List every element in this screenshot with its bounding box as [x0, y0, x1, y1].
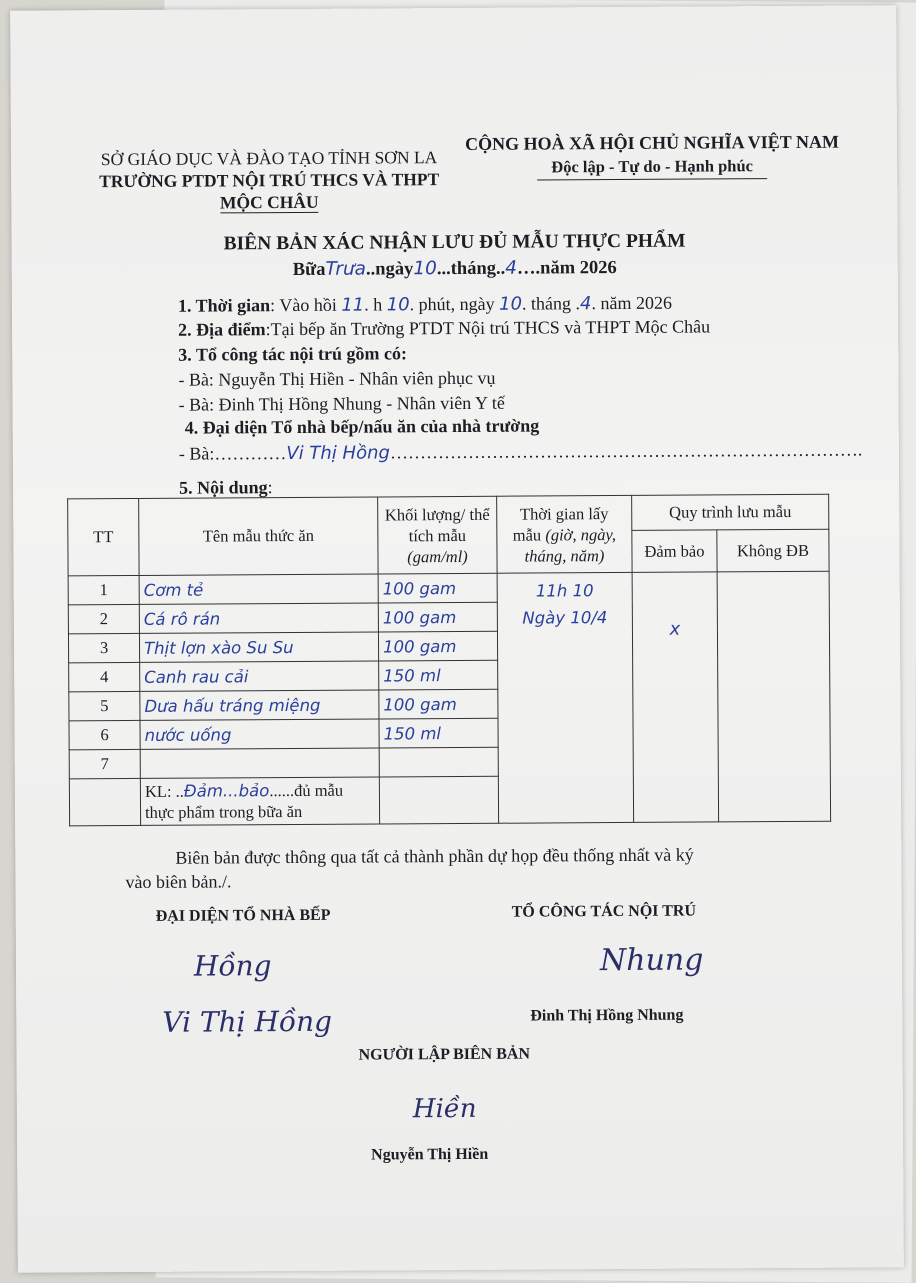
col-name-header: Tên mẫu thức ăn: [139, 497, 378, 575]
col-not-ensured-header: Không ĐB: [717, 530, 829, 572]
table-row: 2 Cá rô rán 100 gam: [68, 600, 829, 634]
table-row: 1 Cơm tẻ 100 gam 11h 10 Ngày 10/4 x: [68, 571, 829, 605]
motto: Độc lập - Tự do - Hạnh phúc: [461, 154, 843, 180]
col-tt-header: TT: [68, 498, 139, 575]
time-line: 1. Thời gian: Vào hồi 11. h 10. phút, ngày 10. tháng .4. năm 2026: [177, 292, 673, 316]
col-weight-header: Khối lượng/ thể tích mẫu (gam/ml): [378, 496, 497, 574]
table-row: 4 Canh rau cải 150 ml: [69, 658, 830, 692]
ensured-mark: x: [669, 618, 681, 640]
school-name-line1: TRƯỜNG PTDT NỘI TRÚ THCS VÀ THPT: [99, 169, 440, 192]
ensured-cell: [632, 572, 719, 823]
col-process-header: Quy trình lưu mẫu: [632, 494, 829, 531]
team-member-2: - Bà: Đinh Thị Hồng Nhung - Nhân viên Y tế: [178, 392, 505, 415]
maker-title: NGƯỜI LẬP BIÊN BẢN: [358, 1045, 531, 1064]
time-value-cell: 11h 10 Ngày 10/4: [497, 572, 634, 823]
department-name: SỞ GIÁO DỤC VÀ ĐÀO TẠO TỈNH SƠN LA: [100, 147, 438, 170]
team-member-1: - Bà: Nguyễn Thị Hiền - Nhân viên phục vụ: [178, 367, 496, 390]
kitchen-signature: Hồng: [193, 949, 272, 983]
team-name: Đinh Thị Hồng Nhung: [530, 1006, 684, 1025]
document-title: BIÊN BẢN XÁC NHẬN LƯU ĐỦ MẪU THỰC PHẨM: [223, 230, 686, 255]
month-value: 4: [505, 257, 518, 279]
kitchen-rep-name: Vi Thị Hồng: [286, 442, 390, 465]
col-ensured-header: Đảm bảo: [632, 530, 717, 572]
team-title: TỔ CÔNG TÁC NỘI TRÚ: [511, 902, 697, 921]
meal-value: Trưa: [325, 258, 367, 280]
kitchen-handwritten-name: Vi Thị Hồng: [162, 1004, 333, 1039]
table-row: 7: [69, 745, 830, 779]
closing-line-2: vào biên bản./.: [125, 871, 232, 893]
sample-table: [67, 494, 831, 827]
team-heading: 3. Tổ công tác nội trú gồm có:: [178, 343, 407, 365]
content-heading: 5. Nội dung:: [179, 477, 273, 498]
meal-line: BữaTrưa..ngày10...tháng..4….năm 2026: [292, 257, 617, 280]
country-name: CỘNG HOÀ XÃ HỘI CHỦ NGHĨA VIỆT NAM: [464, 131, 839, 154]
maker-name: Nguyễn Thị Hiền: [371, 1145, 489, 1164]
header-left: [89, 146, 449, 214]
kitchen-rep-line: - Bà:…………Vi Thị Hồng…………………………………………………………………….: [178, 439, 863, 465]
document-page: [10, 5, 904, 1272]
school-name-line2: MỘC CHÂU: [219, 191, 319, 213]
table-row: 5 Dưa hấu tráng miệng 100 gam: [69, 687, 830, 721]
table-row: 6 nước uống 150 ml: [69, 716, 830, 750]
col-time-header: Thời gian lấy mẫu (giờ, ngày, tháng, năm): [497, 495, 632, 573]
kitchen-title: ĐẠI DIỆN TỔ NHÀ BẾP: [155, 906, 331, 925]
kitchen-rep-heading: 4. Đại diện Tổ nhà bếp/nấu ăn của nhà trường: [184, 415, 540, 438]
day-value: 10: [413, 258, 437, 280]
location-line: 2. Địa điểm:Tại bếp ăn Trường PTDT Nội trú THCS và THPT Mộc Châu: [178, 316, 711, 340]
closing-line-1: Biên bản được thông qua tất cả thành phần dự họp đều thống nhất và ký: [175, 844, 694, 868]
conclusion-cell: KL: ..Đảm...bảo......đủ mẫu thực phẩm trong bữa ăn: [140, 777, 379, 825]
not-ensured-cell: [717, 571, 831, 822]
team-signature: Nhung: [599, 942, 704, 979]
header-right: [461, 130, 843, 180]
table-row: 3 Thịt lợn xào Su Su 100 gam: [68, 629, 829, 663]
maker-signature: Hiền: [412, 1093, 477, 1125]
